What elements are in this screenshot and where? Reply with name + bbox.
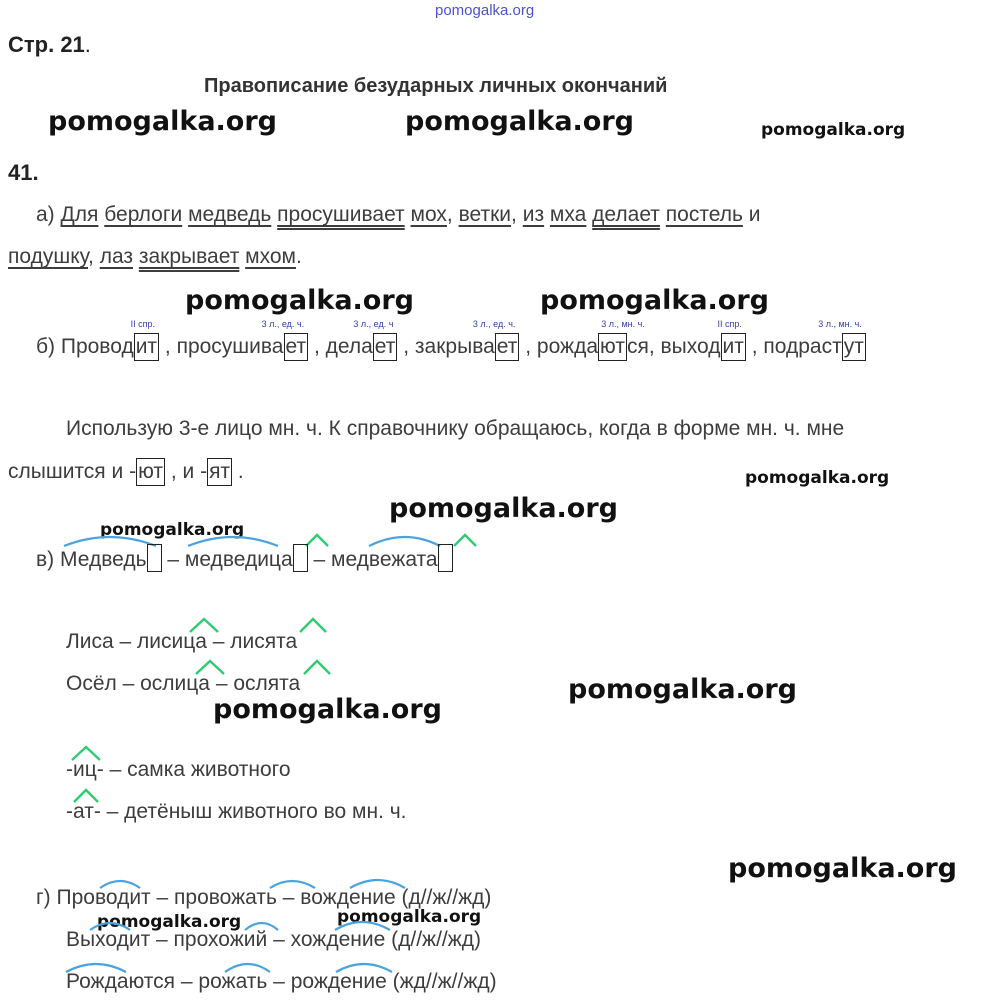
verb-stem: Провод xyxy=(60,335,134,358)
zero-ending-box xyxy=(147,544,162,572)
separator: , xyxy=(519,335,537,358)
grammar-note: 3 л., мн. ч. xyxy=(601,319,645,329)
section-title: Правописание безударных личных окончаний xyxy=(204,75,668,97)
watermark: pomogalka.org xyxy=(100,520,245,540)
watermark: pomogalka.org xyxy=(540,285,769,316)
verb-stem: закрыва xyxy=(414,335,495,358)
watermark: pomogalka.org xyxy=(97,912,242,932)
underlined-word: подушку xyxy=(8,245,89,268)
separator: , xyxy=(511,203,523,226)
part-g-line2: Выходит – прохожий – хождение (д//ж//жд) xyxy=(66,928,482,951)
part-a-label: а) xyxy=(36,203,55,226)
grammar-note: 3 л., ед. ч. xyxy=(472,319,516,329)
grammar-note: 3 л., мн. ч. xyxy=(818,319,862,329)
watermark: pomogalka.org xyxy=(337,907,482,927)
watermark: pomogalka.org xyxy=(568,674,797,705)
verb-stem: рожда xyxy=(536,335,599,358)
ending-box: ет xyxy=(495,333,520,361)
part-v-line: в) Медведь – медведица – медвежата xyxy=(36,544,453,572)
word-bear: Медведь xyxy=(60,548,147,571)
suffix-mark xyxy=(304,661,330,674)
verb-postfix: ся xyxy=(626,335,649,358)
watermark: pomogalka.org xyxy=(745,468,890,488)
ending-box: ит xyxy=(721,333,746,361)
word-she-bear: медведица xyxy=(184,548,293,571)
underlined-word: мох xyxy=(410,203,447,226)
ending-box: ет xyxy=(284,333,309,361)
ending-box: ет xyxy=(373,333,398,361)
separator: , xyxy=(446,203,459,226)
verb-stem: просушива xyxy=(176,335,284,358)
watermark: pomogalka.org xyxy=(185,285,414,316)
exercise-number: 41. xyxy=(8,160,39,185)
part-g-line3: Рождаются – рожать – рождение (жд//ж//жд) xyxy=(66,970,497,993)
underlined-word: Для xyxy=(60,203,99,226)
underlined-word: из xyxy=(522,203,545,226)
underlined-word: ветки xyxy=(458,203,512,226)
watermark: pomogalka.org xyxy=(389,493,618,524)
suffix-mark xyxy=(454,535,476,546)
word-chain-fox: Лиса – лисица – лисята xyxy=(66,630,298,653)
watermark: pomogalka.org xyxy=(728,853,957,884)
separator: , xyxy=(648,335,661,358)
part-g-line1: г) Проводит – провожать – вождение (д//ж//жд) xyxy=(36,886,492,909)
ending-box: ит xyxy=(134,333,159,361)
predicate-word: закрывает xyxy=(138,245,240,268)
grammar-note: II спр. xyxy=(717,319,742,329)
grammar-note: II спр. xyxy=(130,319,156,329)
separator: , xyxy=(159,335,177,358)
predicate-word: делает xyxy=(592,203,660,226)
predicate-word: просушивает xyxy=(277,203,405,226)
ending-box xyxy=(293,544,308,572)
watermark: pomogalka.org xyxy=(405,106,634,137)
ending-box: ют xyxy=(136,458,165,486)
suffix-mark xyxy=(300,619,326,632)
underlined-word: мха xyxy=(549,203,587,226)
underlined-word: медведь xyxy=(188,203,272,226)
underlined-word: постель xyxy=(665,203,743,226)
underlined-word: лаз xyxy=(99,245,134,268)
suffix-at-explanation: -ат- – детёныш животного во мн. ч. xyxy=(66,800,407,823)
underlined-word: берлоги xyxy=(104,203,183,226)
watermark: pomogalka.org xyxy=(213,694,442,725)
suffix-ic-explanation: -иц- – самка животного xyxy=(66,758,291,781)
paragraph-line1: Использую 3-е лицо мн. ч. К справочнику обращаюсь, когда в форме мн. ч. мне xyxy=(66,417,845,440)
ending-box: ют xyxy=(598,333,627,361)
watermark: pomogalka.org xyxy=(435,2,535,19)
page-number: Стр. 21. xyxy=(8,32,91,57)
verb-stem: дела xyxy=(325,335,373,358)
ending-box: ят xyxy=(207,458,232,486)
word-chain-donkey: Осёл – ослица – ослята xyxy=(66,672,301,695)
verb-stem: подраст xyxy=(763,335,842,358)
separator: , xyxy=(397,335,415,358)
watermark: pomogalka.org xyxy=(48,106,277,137)
separator: и xyxy=(742,203,761,226)
ending-box: ут xyxy=(842,333,866,361)
separator: . xyxy=(296,245,302,268)
grammar-note: 3 л., ед. ч. xyxy=(261,319,305,329)
paragraph-line2: слышится и -ют , и -ят . xyxy=(8,458,244,486)
underlined-word: мхом xyxy=(245,245,296,268)
ending-box xyxy=(438,544,453,572)
separator: , xyxy=(308,335,326,358)
separator: , xyxy=(745,335,764,358)
verb-stem: выход xyxy=(660,335,721,358)
part-b-label: б) xyxy=(36,335,61,358)
watermark: pomogalka.org xyxy=(761,120,906,140)
separator: , xyxy=(88,245,100,268)
word-bear-cubs: медвежата xyxy=(331,548,438,571)
grammar-note: 3 л., ед. ч xyxy=(353,319,394,329)
